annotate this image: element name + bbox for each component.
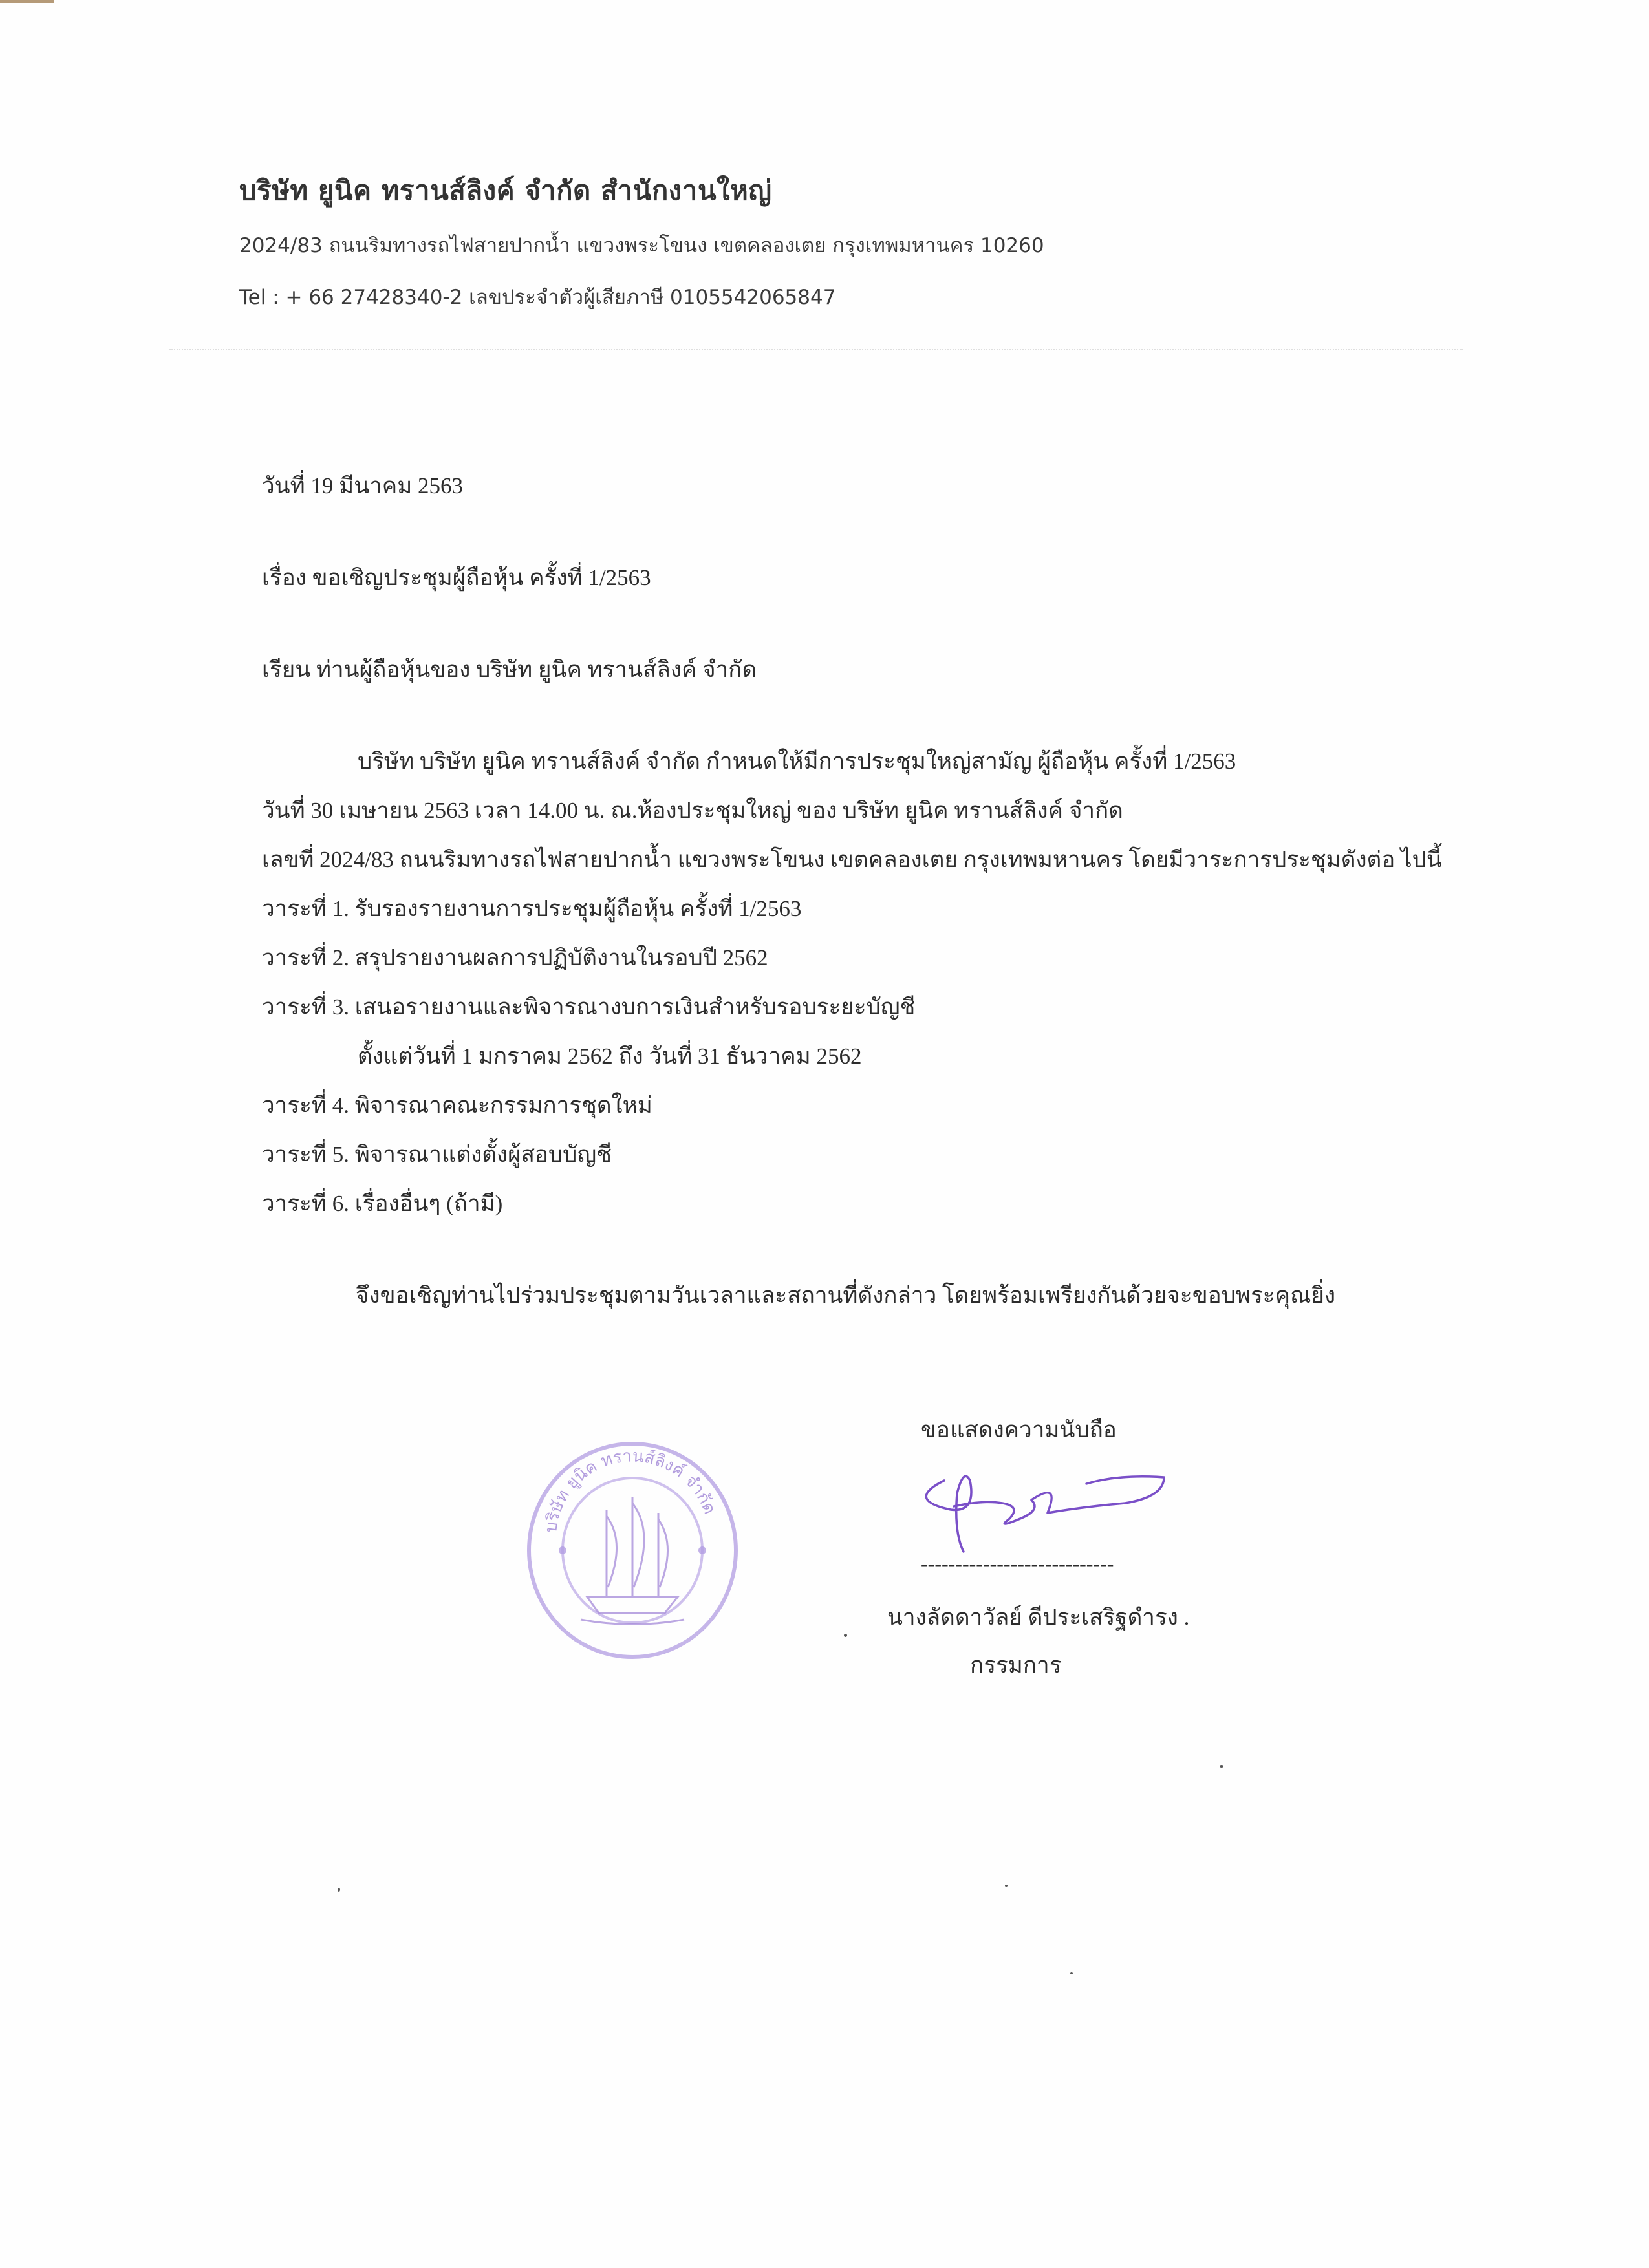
company-address: 2024/83 ถนนริมทางรถไฟสายปากน้ำ แขวงพระโขนง เขตคลองเตย กรุงเทพมหานคร 10260 [239, 234, 1044, 257]
corner-mark [0, 0, 54, 3]
agenda-item-6: วาระที่ 6. เรื่องอื่นๆ (ถ้ามี) [262, 1191, 503, 1216]
invitation-line: จึงขอเชิญท่านไปร่วมประชุมตามวันเวลาและสถานที่ดังกล่าว โดยพร้อมเพรียงกันด้วยจะขอบพระคุณยิ่ง [356, 1283, 1336, 1308]
scan-speck [1005, 1885, 1008, 1887]
closing-regards: ขอแสดงความนับถือ [921, 1417, 1117, 1442]
letterhead [239, 169, 1044, 313]
agenda-item-2: วาระที่ 2. สรุปรายงานผลการปฏิบัติงานในรอบปี 2562 [262, 945, 768, 970]
agenda-item-3-period: ตั้งแต่วันที่ 1 มกราคม 2562 ถึง วันที่ 31 ธันวาคม 2562 [358, 1043, 862, 1069]
intro-line-3: เลขที่ 2024/83 ถนนริมทางรถไฟสายปากน้ำ แขวงพระโขนง เขตคลองเตย กรุงเทพมหานคร โดยมีวาระการประชุมดังต่อ ไปนี้ [262, 847, 1442, 872]
company-contact: Tel : + 66 27428340-2 เลขประจำตัวผู้เสียภาษี 0105542065847 [239, 286, 836, 309]
svg-text:บริษัท ยูนิค ทรานส์ลิงค์ จำกัด: บริษัท ยูนิค ทรานส์ลิงค์ จำกัด [541, 1446, 720, 1534]
signature-line: ---------------------------- [921, 1552, 1114, 1575]
letter-subject: เรื่อง ขอเชิญประชุมผู้ถือหุ้น ครั้งที่ 1/2563 [262, 565, 651, 590]
signer-name: นางลัดดาวัลย์ ดีประเสริฐดำรง . [887, 1605, 1190, 1630]
scan-speck [338, 1888, 340, 1892]
company-name: บริษัท ยูนิค ทรานส์ลิงค์ จำกัด สำนักงานใหญ่ [239, 175, 772, 206]
seal-ship-icon [523, 1435, 742, 1662]
letter-recipient: เรียน ท่านผู้ถือหุ้นของ บริษัท ยูนิค ทรานส์ลิงค์ จำกัด [262, 657, 757, 682]
header-divider [169, 349, 1463, 350]
handwritten-signature [892, 1455, 1177, 1565]
agenda-item-5: วาระที่ 5. พิจารณาแต่งตั้งผู้สอบบัญชี [262, 1142, 612, 1167]
scan-speck [1070, 1972, 1073, 1974]
agenda-item-3: วาระที่ 3. เสนอรายงานและพิจารณางบการเงินสำหรับรอบระยะบัญชี [262, 994, 916, 1020]
agenda-item-1: วาระที่ 1. รับรองรายงานการประชุมผู้ถือหุ้น ครั้งที่ 1/2563 [262, 896, 802, 921]
agenda-item-4: วาระที่ 4. พิจารณาคณะกรรมการชุดใหม่ [262, 1093, 652, 1118]
letter-date: วันที่ 19 มีนาคม 2563 [262, 473, 464, 498]
company-seal-stamp [523, 1435, 742, 1662]
intro-line-2: วันที่ 30 เมษายน 2563 เวลา 14.00 น. ณ.ห้องประชุมใหญ่ ของ บริษัท ยูนิค ทรานส์ลิงค์ จำกัด [262, 798, 1123, 823]
intro-line-1: บริษัท บริษัท ยูนิค ทรานส์ลิงค์ จำกัด กำหนดให้มีการประชุมใหญ่สามัญ ผู้ถือหุ้น ครั้งที่ 1/2563 [358, 749, 1236, 774]
scan-speck [1220, 1765, 1223, 1768]
signer-title: กรรมการ [970, 1653, 1062, 1678]
scan-speck [844, 1634, 847, 1637]
